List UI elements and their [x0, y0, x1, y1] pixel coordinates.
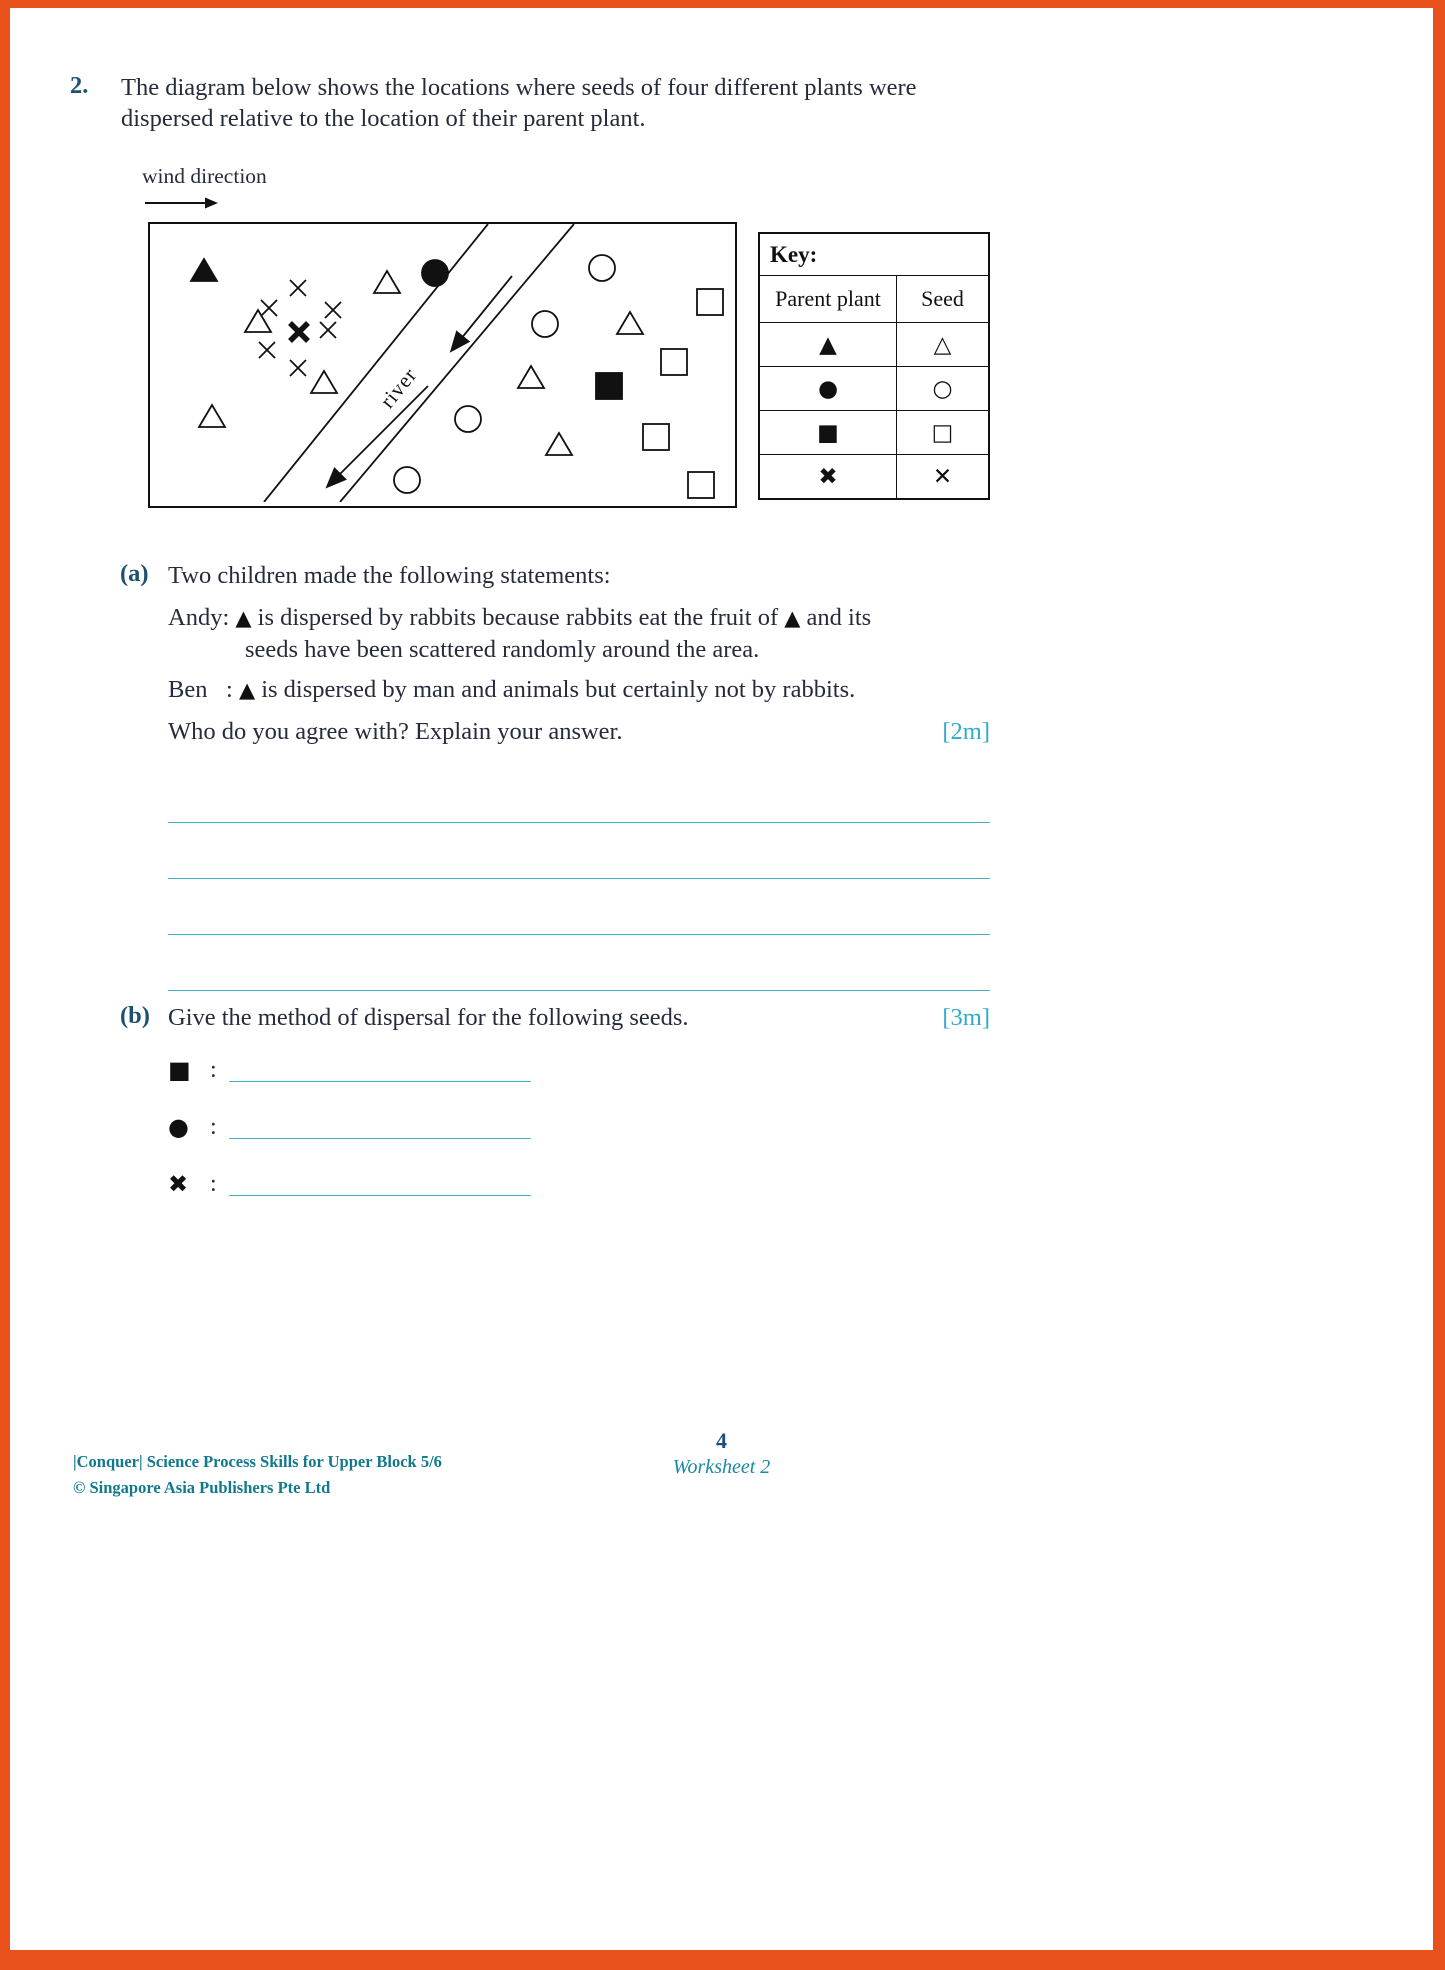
part-b-marks: [3m]: [942, 1004, 990, 1031]
ben-name: Ben: [168, 676, 208, 703]
colon: :: [210, 1056, 217, 1083]
wind-direction-arrow-icon: [145, 196, 219, 215]
seed-square-icon: [688, 472, 714, 498]
key-table: [758, 232, 990, 500]
colon: :: [210, 1113, 217, 1140]
answer-blank: [229, 1081, 531, 1082]
triangle-symbol-icon: ▲: [784, 606, 801, 630]
ben-colon: :: [226, 676, 233, 703]
river-label: river: [375, 362, 422, 413]
seed-cross-icon: [325, 302, 341, 318]
footer-copyright: © Singapore Asia Publishers Pte Ltd: [73, 1478, 331, 1497]
seed-triangle-icon: [374, 271, 400, 293]
key-col-seed: Seed: [896, 276, 988, 322]
footer-series-title: |Conquer| Science Process Skills for Upper Block 5/6: [73, 1452, 442, 1471]
seed-circle-icon: [394, 467, 420, 493]
seed-square-icon: [661, 349, 687, 375]
parent-cross-icon: [290, 323, 308, 341]
part-b-heading: [168, 1002, 990, 1033]
seed-triangle-icon: [617, 312, 643, 334]
andy-text-1: is dispersed by rabbits because rabbits eat the fruit of: [257, 604, 779, 631]
dispersal-item-circle: [168, 1111, 531, 1143]
part-b-label: (b): [120, 1002, 150, 1029]
seed-triangle-icon: [245, 310, 271, 332]
seed-circle-icon: [455, 406, 481, 432]
seed-square-icon: □: [931, 419, 954, 446]
seed-circle-icon: ○: [932, 375, 953, 402]
part-a-intro: Two children made the following statements:: [168, 562, 611, 589]
part-a-question-text: Who do you agree with? Explain your answer.: [168, 718, 623, 745]
seed-cross-icon: [259, 342, 275, 358]
cross-symbol-icon: ✖: [168, 1170, 189, 1198]
seed-cross-icon: [290, 280, 306, 296]
ben-text: is dispersed by man and animals but certainly not by rabbits.: [261, 676, 856, 703]
key-row-triangle: [760, 322, 988, 366]
parent-triangle-icon: ▲: [819, 331, 837, 358]
seed-triangle-icon: [199, 405, 225, 427]
seed-square-icon: [643, 424, 669, 450]
andy-text-2: and its: [806, 604, 872, 631]
answer-blank: [229, 1138, 531, 1139]
seed-cross-icon: ✕: [932, 463, 953, 490]
circle-symbol-icon: ●: [168, 1113, 189, 1141]
parent-triangle-icon: [191, 259, 217, 281]
key-row-circle: [760, 366, 988, 410]
key-row-cross: [760, 454, 988, 498]
answer-line: [168, 934, 990, 935]
andy-name: Andy:: [168, 604, 230, 631]
key-title: Key:: [760, 234, 988, 276]
parent-square-icon: ■: [817, 419, 839, 446]
key-header-row: [760, 276, 988, 322]
seed-dispersal-diagram: [148, 222, 737, 508]
ben-statement: [168, 674, 855, 706]
page-number: 4: [716, 1428, 727, 1453]
dispersal-item-square: [168, 1054, 531, 1086]
answer-line: [168, 878, 990, 879]
triangle-symbol-icon: ▲: [235, 606, 252, 630]
question-number: 2.: [70, 72, 89, 99]
seed-cross-icon: [261, 300, 277, 316]
parent-circle-icon: ●: [817, 375, 839, 402]
answer-line: [168, 822, 990, 823]
seed-triangle-icon: [311, 371, 337, 393]
triangle-symbol-icon: ▲: [238, 678, 256, 702]
seed-circle-icon: [589, 255, 615, 281]
answer-blank: [229, 1195, 531, 1196]
seed-circle-icon: [532, 311, 558, 337]
question-text: The diagram below shows the locations where seeds of four different plants were dispersed relative to the location of their parent plant.: [121, 74, 917, 132]
seed-square-icon: [697, 289, 723, 315]
part-a-label: (a): [120, 560, 149, 587]
seed-triangle-icon: [546, 433, 572, 455]
seed-cross-icon: [320, 322, 336, 338]
part-a-question: [168, 716, 990, 747]
wind-direction-label: wind direction: [142, 164, 267, 188]
key-col-parent: Parent plant: [775, 286, 881, 311]
seed-triangle-icon: [518, 366, 544, 388]
answer-line: [168, 990, 990, 991]
parent-circle-icon: [422, 260, 448, 286]
andy-statement: [168, 602, 871, 634]
worksheet-page: [10, 8, 1433, 1950]
seed-triangle-icon: △: [933, 331, 952, 358]
seed-cross-icon: [290, 360, 306, 376]
worksheet-label: Worksheet 2: [672, 1456, 771, 1478]
parent-square-icon: [596, 373, 622, 399]
part-a-marks: [2m]: [942, 718, 990, 745]
andy-statement-continued: seeds have been scattered randomly around the area.: [245, 636, 760, 663]
diagram-canvas: [150, 224, 731, 502]
river-flow-arrow-upper: [452, 276, 512, 350]
key-row-square: [760, 410, 988, 454]
dispersal-item-cross: [168, 1168, 531, 1200]
part-b-heading-text: Give the method of dispersal for the following seeds.: [168, 1004, 689, 1031]
square-symbol-icon: ■: [168, 1056, 191, 1084]
colon: :: [210, 1170, 217, 1197]
parent-cross-icon: ✖: [818, 463, 838, 490]
